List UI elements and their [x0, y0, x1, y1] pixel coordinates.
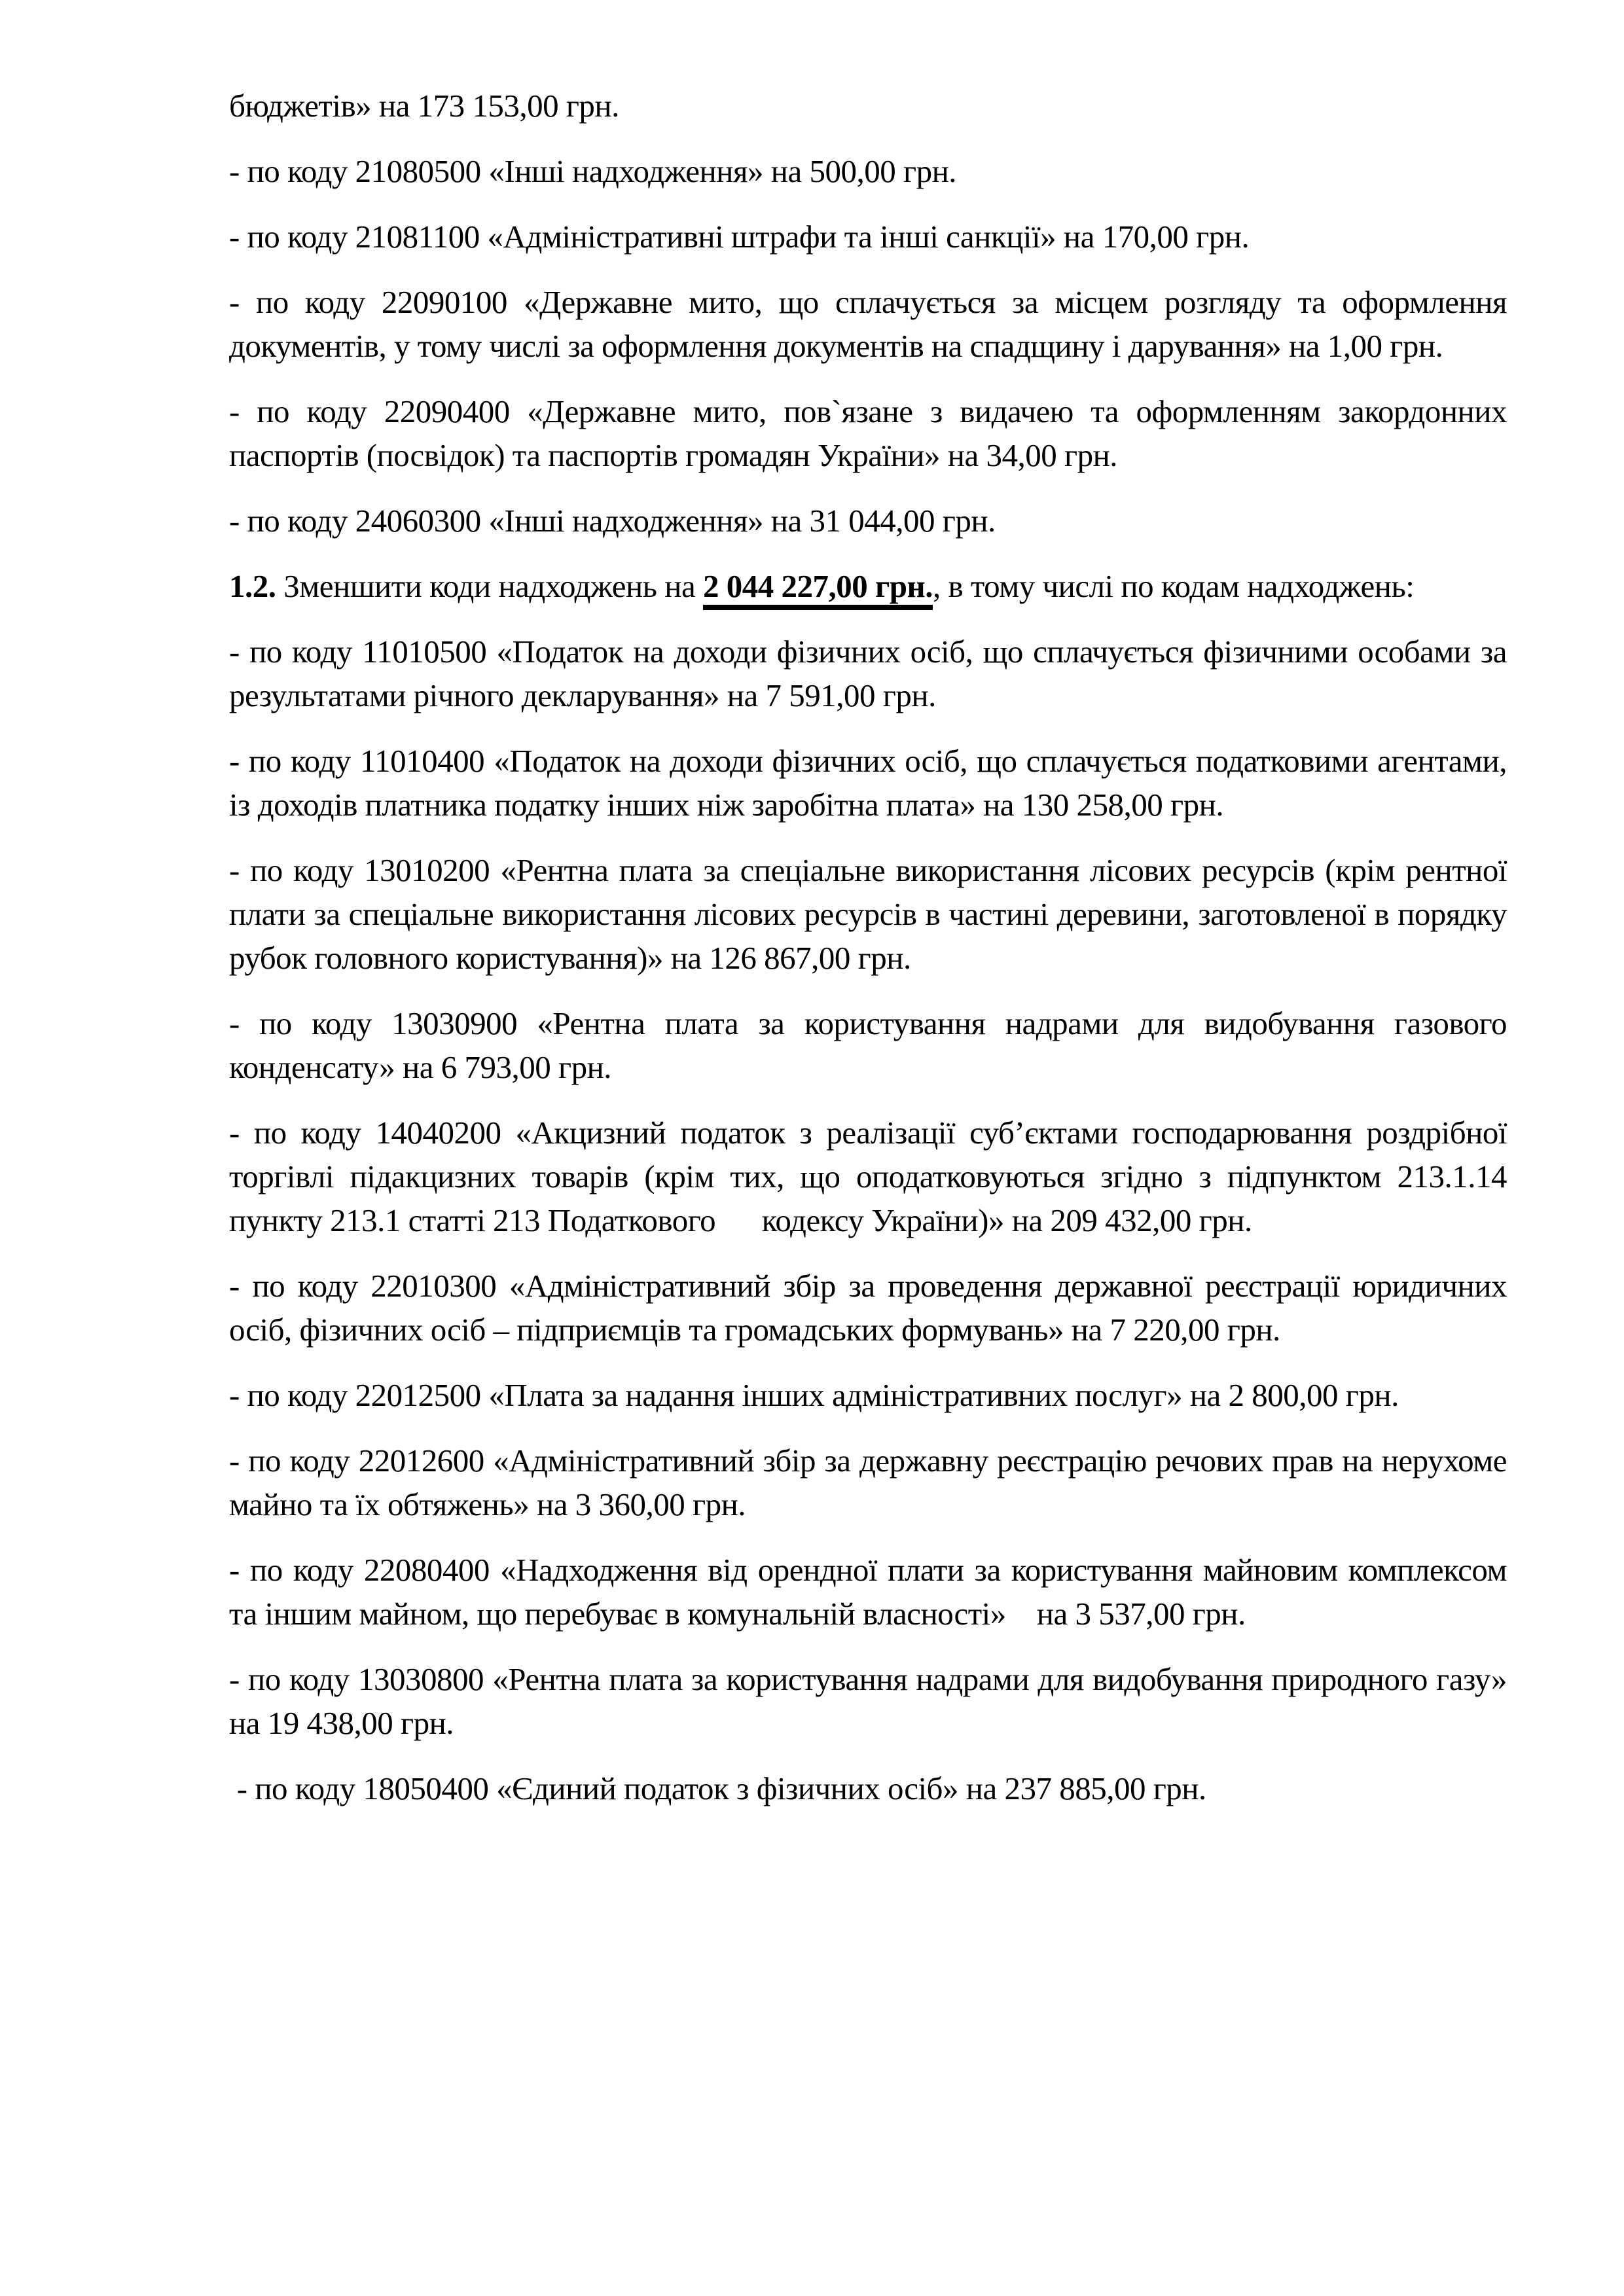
budget-item-18050400: - по коду 18050400 «Єдиний податок з фізичних осіб» на 237 885,00 грн.	[229, 1770, 1206, 1806]
budget-item-22012600: - по коду 22012600 «Адміністративний збір за державну реєстрацію речових прав на нерухоме майно та їх обтяжень» на 3 360,00 грн.	[229, 1443, 1507, 1522]
budget-item-11010400: - по коду 11010400 «Податок на доходи фізичних осіб, що сплачується податковими агентами, із доходів платника податку інших ніж заробітна плата» на 130 258,00 грн.	[229, 743, 1507, 823]
budget-item-21081100: - по коду 21081100 «Адміністративні штрафи та інші санкції» на 170,00 грн.	[229, 219, 1250, 255]
budget-item-14040200: - по коду 14040200 «Акцизний податок з реалізації суб’єктами господарювання роздрібної торгівлі підакцизних товарів (крім тих, що оподатковуються згідно з підпунктом 213.1.14 пункту 213.1 статті 213 Податкового кодексу України)» на 209 432,00 грн.	[229, 1115, 1507, 1238]
budget-item-22090100: - по коду 22090100 «Державне мито, що сплачується за місцем розгляду та оформлення документів, у тому числі за оформлення документів на спадщину і дарування» на 1,00 грн.	[229, 284, 1507, 364]
budget-item-11010500: - по коду 11010500 «Податок на доходи фізичних осіб, що сплачується фізичними особами за результатами річного декларування» на 7 591,00 грн.	[229, 634, 1507, 713]
document-content	[229, 84, 1507, 1832]
budget-item-22010300: - по коду 22010300 «Адміністративний збір за проведення державної реєстрації юридичних осіб, фізичних осіб – підприємців та громадських формувань» на 7 220,00 грн.	[229, 1268, 1507, 1348]
budget-item-22090400: - по коду 22090400 «Державне мито, пов`язане з видачею та оформленням закордонних паспортів (посвідок) та паспортів громадян України» на 34,00 грн.	[229, 393, 1507, 473]
budget-item-24060300: - по коду 24060300 «Інші надходження» на 31 044,00 грн.	[229, 503, 996, 539]
budget-item-13030900: - по коду 13030900 «Рентна плата за користування надрами для видобування газового конденсату» на 6 793,00 грн.	[229, 1005, 1507, 1085]
budget-item-13010200: - по коду 13010200 «Рентна плата за спеціальне використання лісових ресурсів (крім рентної плати за спеціальне використання лісових ресурсів в частині деревини, заготовленої в порядку рубок головного користування)» на 126 867,00 грн.	[229, 852, 1507, 976]
clause-1-2-number: 1.2.	[229, 568, 276, 604]
budget-item-13030800: - по коду 13030800 «Рентна плата за користування надрами для видобування природного газу» на 19 438,00 грн.	[229, 1661, 1507, 1741]
budget-item-22080400: - по коду 22080400 «Надходження від орендної плати за користування майновим комплексом та іншим майном, що перебуває в комунальній власності» на 3 537,00 грн.	[229, 1552, 1507, 1632]
clause-1-2-text-before-amount: Зменшити коди надходжень на	[276, 568, 703, 604]
budget-item-21080500: - по коду 21080500 «Інші надходження» на 500,00 грн.	[229, 153, 957, 189]
clause-1-2	[229, 564, 1507, 608]
clause-1-2-amount: 2 044 227,00 грн.	[702, 568, 933, 604]
budget-item-22012500: - по коду 22012500 «Плата за надання інших адміністративних послуг» на 2 800,00 грн.	[229, 1377, 1399, 1413]
paragraph-continuation: бюджетів» на 173 153,00 грн.	[229, 88, 619, 124]
clause-1-2-text-after-amount: , в тому числі по кодам надходжень:	[932, 568, 1415, 604]
